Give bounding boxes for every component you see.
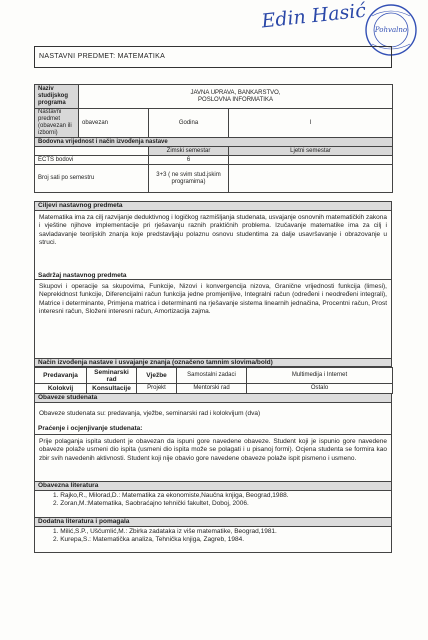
method-consultations: Konsultacije	[87, 384, 137, 394]
content-section	[34, 272, 392, 362]
content-text: Skupovi i operacije sa skupovima, Funkcije, Nizovi i konvergencija nizova, Granične vrijednosti funkcija (limesi), Neprekidnost funkcije, Diferencijalni račun funkcija jedne promjenljive, Integralni račun (određeni i neodređeni integrali), Matrice i determinante, Primjena matrica i determinanti na rješavanje sistema linearnih jednačina, Procentni račun, Prost interesni račun, Složeni interesni račun, Amortizacija zajma.	[34, 280, 392, 362]
assessment-title: Praćenje i ocjenjivanje studenata:	[34, 423, 392, 433]
content-title: Sadržaj nastavnog predmeta	[34, 272, 392, 280]
literature-item: 1. Milić,S.P., Uščumlić,M.: Zbirka zadataka iz više matematike, Beograd,1981.	[53, 528, 277, 535]
svg-text:Pohvalno: Pohvalno	[374, 26, 408, 34]
methods-table	[34, 367, 393, 394]
method-seminar: Seminarski rad	[87, 368, 137, 384]
method-mentoring: Mentorski rad	[177, 384, 247, 394]
additional-literature-list	[34, 527, 392, 553]
subject-header: NASTAVNI PREDMET: MATEMATIKA	[34, 46, 392, 68]
goal-section	[34, 201, 392, 280]
ects-winter: 6	[149, 156, 229, 165]
method-other: Ostalo	[247, 384, 393, 394]
course-info-table	[34, 84, 393, 193]
winter-semester-header: Zimski semestar	[149, 147, 229, 156]
program-label: Naziv studijskog programa	[35, 85, 79, 109]
hours-winter: 3+3 ( ne svim stud.jskim programima)	[149, 165, 229, 193]
course-type-label: Nastavni predmet (obavezan ili izborni)	[35, 109, 79, 138]
course-type-value: obavezan	[79, 109, 149, 138]
additional-literature-section	[34, 517, 392, 553]
literature-item: 2. Kurepa,S.: Matematička analiza, Tehnička knjiga, Zagreb, 1984.	[53, 536, 245, 544]
ects-summer	[229, 156, 393, 165]
program-value: JAVNA UPRAVA, BANKARSTVO, POSLOVNA INFORMATIKA	[79, 85, 393, 109]
year-label: Godina	[149, 109, 229, 138]
goal-title: Ciljevi nastavnog predmeta	[34, 201, 392, 211]
summer-semester-header: Ljetni semestar	[229, 147, 393, 156]
signature: Edin Hasić	[260, 0, 367, 33]
additional-literature-title: Dodatna literatura i pomagala	[34, 517, 392, 527]
year-value: I	[229, 109, 393, 138]
credits-section-title: Bodovna vrijednost i način izvođenja nastave	[35, 138, 393, 147]
method-lectures: Predavanja	[35, 368, 87, 384]
goal-text: Matematika ima za cilj razvijanje deduktivnog i logičkog razmišljanja studenata, usvajanje osnovnih matematičkih zakona i vještine njihove implementacije pri rješavanju raznih praktičnih problema. Izučavanje matematike ima za cilj i savladavanje teorijskih znanja koje predstavljaju polaznu osnovu studentima za dalje usavršavanje i obrazovanje u struci.	[34, 211, 392, 280]
assessment-section	[34, 423, 392, 487]
method-multimedia: Multimedija i Internet	[247, 368, 393, 384]
literature-item: 1. Rajko,R., Milorad,D.: Matematika za ekonomiste,Naučna knjiga, Beograd,1988.	[53, 492, 289, 499]
ects-label: ECTS bodovi	[35, 156, 149, 165]
assessment-text: Prije polaganja ispita student je obavezan da ispuni gore navedene obaveze. Student koji je ispunio gore navedene obaveze polaže usmeni dio ispita (usmeni dio ispita može se polagati i u pisanoj formi). Ocjena studenta se formira kao zbir svih navedenih aktivnosti. Student koji nije obavio gore navedene obaveze polaže ispit pismeno i usmeno.	[34, 433, 392, 487]
method-project: Projekt	[137, 384, 177, 394]
hours-label: Broj sati po semestru	[35, 165, 149, 193]
hours-summer	[229, 165, 393, 193]
methods-title: Način izvođenja nastave i usvajanje znanja (označeno tamnim slovima/bold)	[34, 358, 392, 367]
literature-item: 2. Zoran,M.:Matematika, Saobraćajno tehnički fakultet, Doboj, 2006.	[53, 500, 249, 508]
obligations-title: Obaveze studenata	[34, 393, 392, 403]
method-colloquium: Kolokvij	[35, 384, 87, 394]
obligations-text: Obaveze studenata su: predavanja, vježbe, seminarski rad i kolokvijum (dva)	[34, 403, 392, 435]
credits-empty-cell	[35, 147, 149, 156]
method-independent-tasks: Samostalni zadaci	[177, 368, 247, 384]
method-exercises: Vježbe	[137, 368, 177, 384]
literature-title: Obavezna literatura	[34, 481, 392, 491]
